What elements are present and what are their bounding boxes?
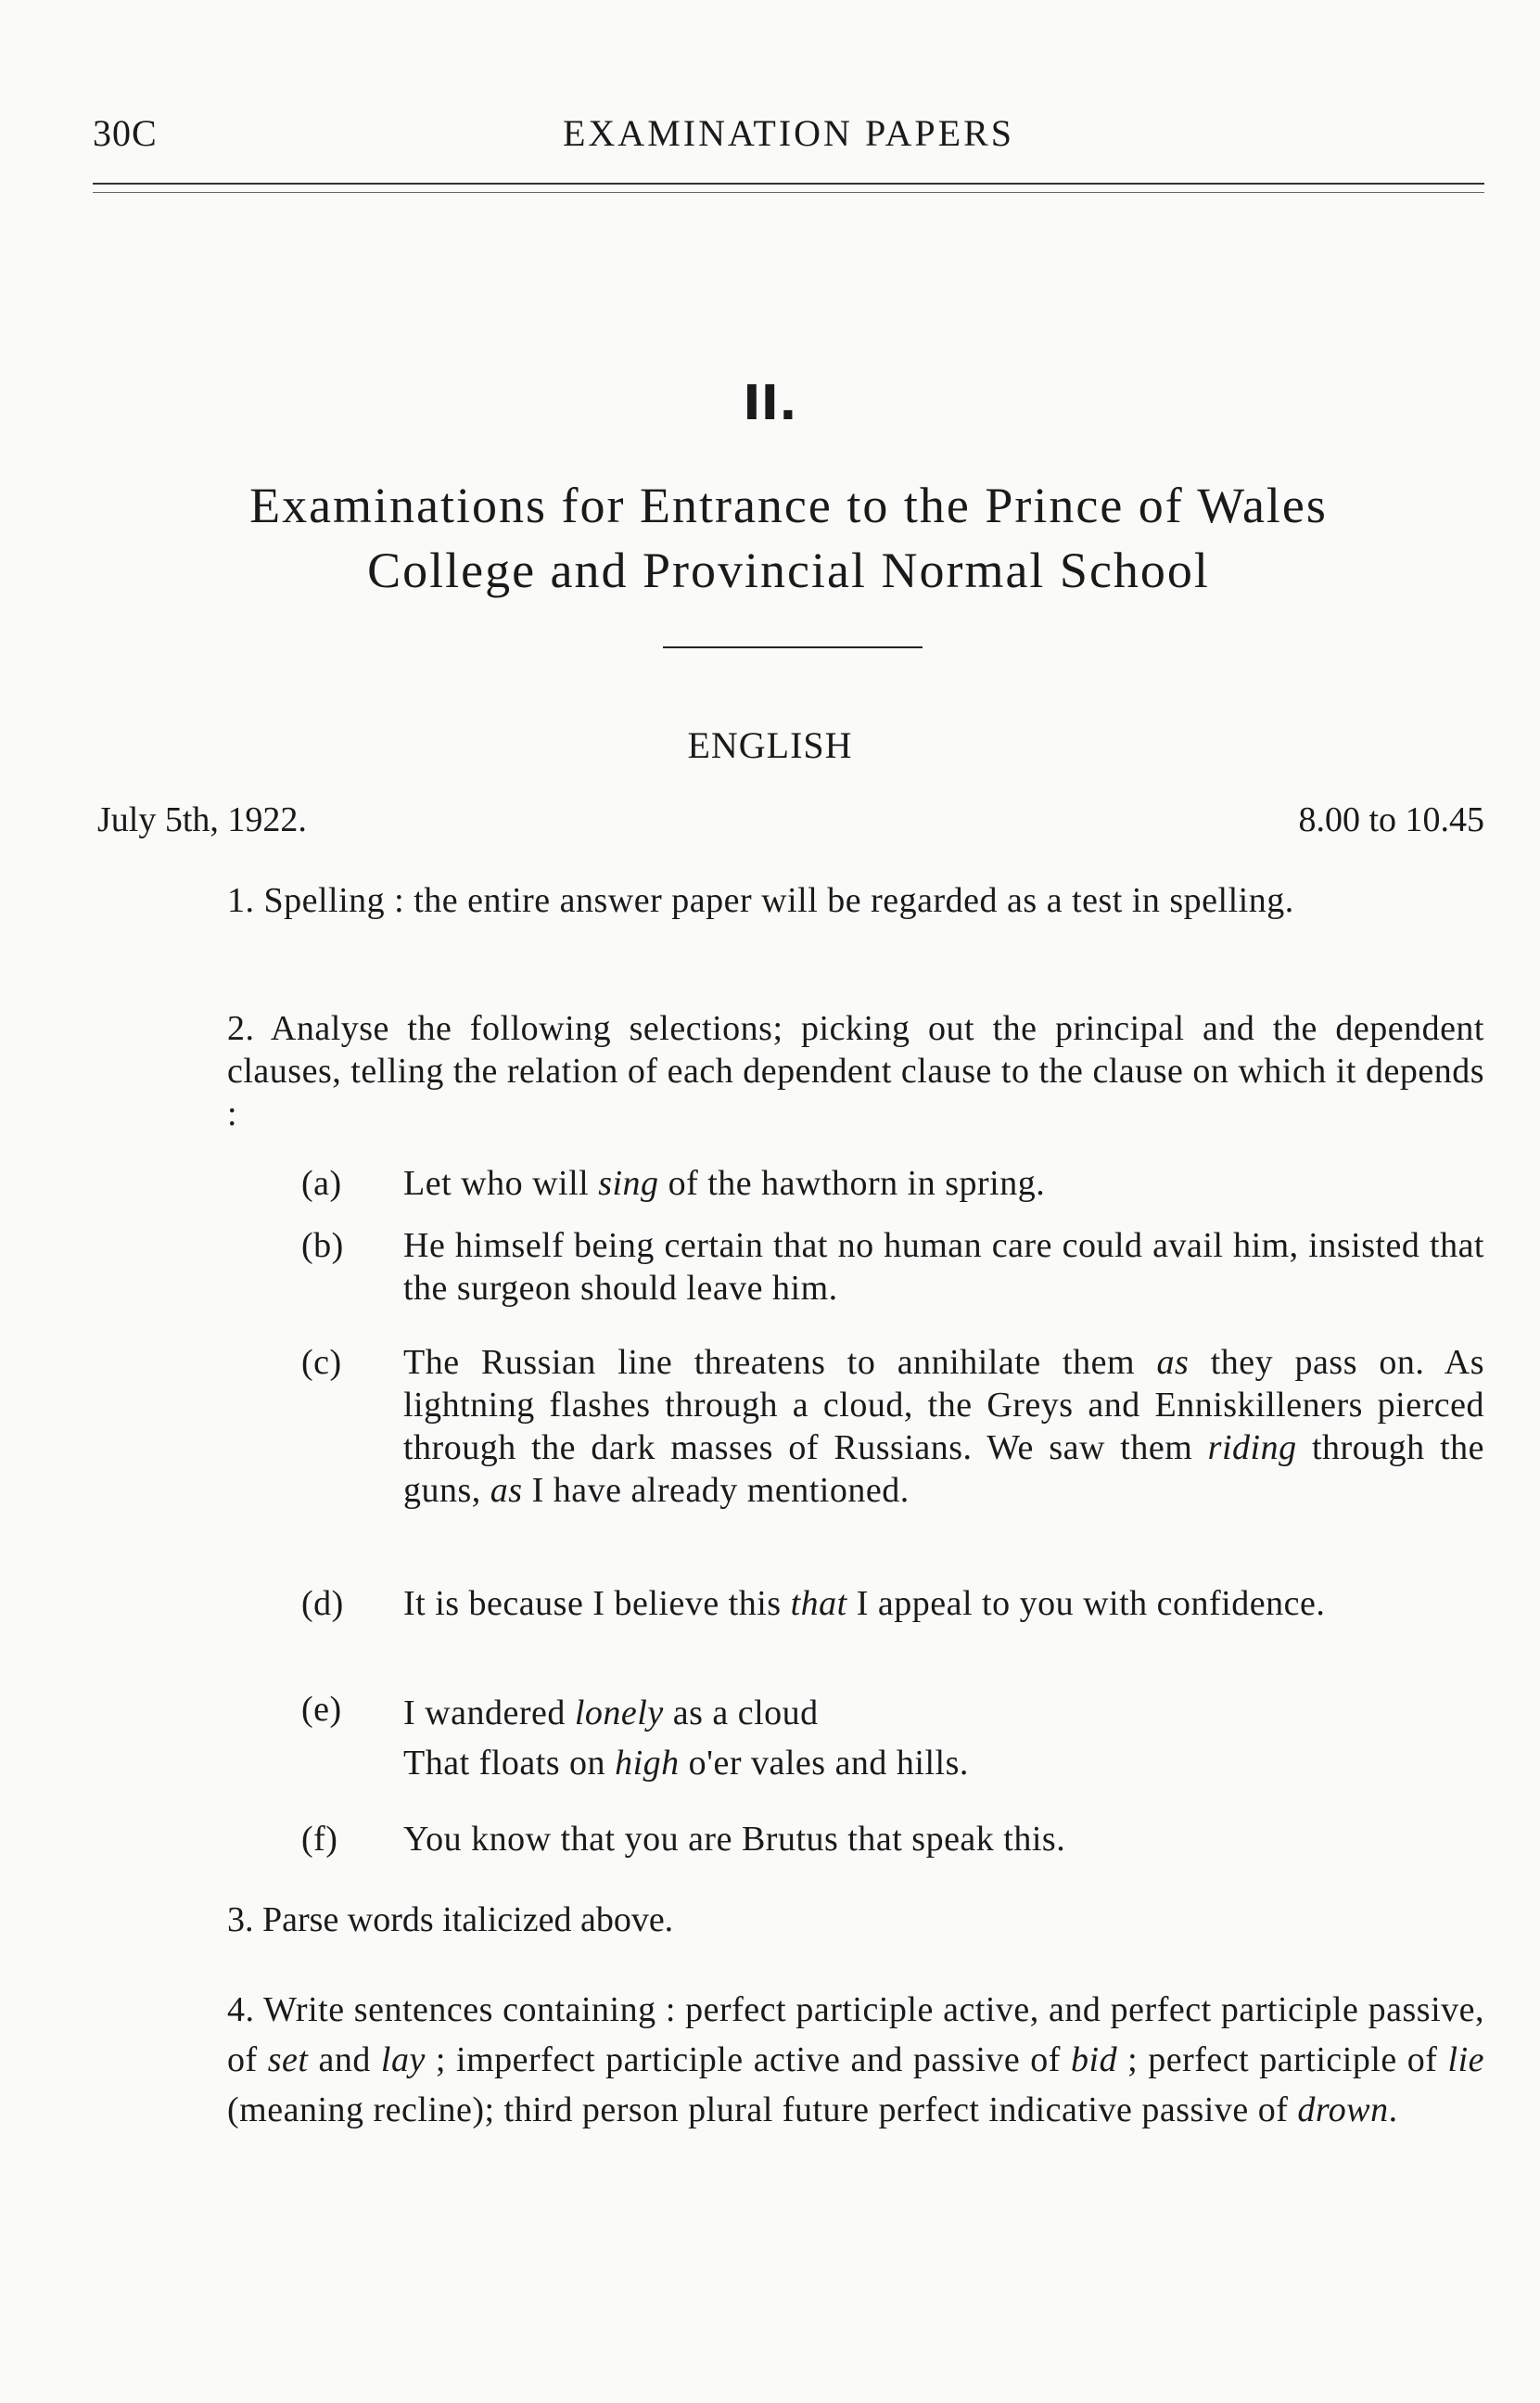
question-1	[97, 879, 1484, 922]
selection-text	[403, 1582, 1484, 1625]
text-run: ; perfect participle of	[1117, 2040, 1448, 2079]
italic-word: lonely	[574, 1694, 664, 1732]
page-number: 30C	[93, 112, 158, 154]
selection-text: He himself being certain that no human care could avail him, insisted that the surgeon should leave him.	[403, 1226, 1484, 1308]
question-2-text: Analyse the following selections; picking out the principal and the dependent clauses, telling the relation of each dependent clause to the clause on which it depends :	[227, 1009, 1484, 1133]
selection-text	[403, 1341, 1484, 1512]
italic-word: as	[1156, 1343, 1190, 1382]
exam-title-line-1: Examinations for Entrance to the Prince of Wales	[249, 478, 1328, 533]
italic-word: riding	[1207, 1428, 1297, 1467]
italic-word: set	[267, 2040, 309, 2079]
italic-word: high	[615, 1744, 680, 1783]
italic-word: lie	[1447, 2040, 1484, 2079]
running-title: EXAMINATION PAPERS	[562, 112, 1015, 154]
selection-label: (b)	[301, 1226, 344, 1265]
selection-text	[403, 1162, 1484, 1205]
exam-title	[93, 473, 1484, 603]
text-run: of the hawthorn in spring.	[658, 1164, 1046, 1203]
text-run: through the guns,	[403, 1428, 1484, 1510]
question-3-number: 3.	[227, 1900, 254, 1939]
italic-word: that	[790, 1584, 847, 1623]
selection-label: (f)	[301, 1820, 338, 1859]
text-run: Write sentences containing : perfect participle active, and perfect participle passive, of	[227, 1990, 1484, 2079]
text-run: The Russian line threatens to annihilate them	[403, 1343, 1157, 1382]
italic-word: bid	[1071, 2040, 1118, 2079]
text-run: ; imperfect participle active and passive of	[425, 2040, 1072, 2079]
text-run: Let who will	[403, 1164, 599, 1203]
header-rule-thin	[93, 192, 1484, 193]
section-number: II.	[743, 376, 797, 431]
selection-text: You know that you are Brutus that speak this.	[403, 1820, 1066, 1859]
question-2-lead	[97, 1007, 1484, 1135]
italic-word: lay	[380, 2040, 426, 2079]
italic-word: drown	[1297, 2090, 1389, 2129]
question-4-lead	[97, 1985, 1484, 2135]
text-run: and	[308, 2040, 381, 2079]
exam-title-line-2: College and Provincial Normal School	[367, 543, 1210, 598]
selection-label: (e)	[301, 1690, 342, 1729]
text-run: I appeal to you with confidence.	[846, 1584, 1326, 1623]
selection-label: (c)	[301, 1343, 342, 1382]
question-4-number: 4.	[227, 1990, 255, 2029]
selection-label: (d)	[301, 1584, 344, 1623]
text-run: That floats on	[403, 1744, 616, 1783]
verse-line-2	[403, 1738, 1484, 1788]
text-run: I have already mentioned.	[522, 1471, 910, 1510]
italic-word: as	[490, 1471, 523, 1510]
question-3-text: Parse words italicized above.	[262, 1900, 674, 1939]
question-4	[97, 1985, 1484, 2135]
selection-text	[403, 1688, 1484, 1788]
subject-heading: ENGLISH	[687, 724, 853, 766]
text-run: I wandered	[403, 1694, 575, 1732]
title-rule	[663, 646, 923, 648]
question-1-lead	[97, 879, 1484, 922]
text-run: as a cloud	[663, 1694, 819, 1732]
text-run: .	[1388, 2090, 1398, 2129]
selection-label: (a)	[301, 1164, 342, 1203]
question-1-number: 1.	[227, 881, 255, 920]
question-2	[97, 1007, 1484, 1135]
verse-line-1	[403, 1688, 1484, 1738]
running-head	[93, 111, 1484, 167]
question-1-text: Spelling : the entire answer paper will be regarded as a test in spelling.	[263, 881, 1294, 920]
question-2-number: 2.	[227, 1009, 255, 1048]
exam-date: July 5th, 1922.	[97, 800, 307, 839]
text-run: they pass on. As lightning flashes through a cloud, the Greys and Enniskilleners pierced through the dark masses of Russians. We saw them	[403, 1343, 1484, 1467]
text-run: (meaning recline); third person plural future perfect indicative passive of	[227, 2090, 1298, 2129]
text-run: o'er vales and hills.	[679, 1744, 969, 1783]
italic-word: sing	[598, 1164, 659, 1203]
question-3	[227, 1899, 1484, 1940]
exam-time: 8.00 to 10.45	[1298, 800, 1484, 839]
text-run: It is because I believe this	[403, 1584, 791, 1623]
header-rule	[93, 183, 1484, 185]
